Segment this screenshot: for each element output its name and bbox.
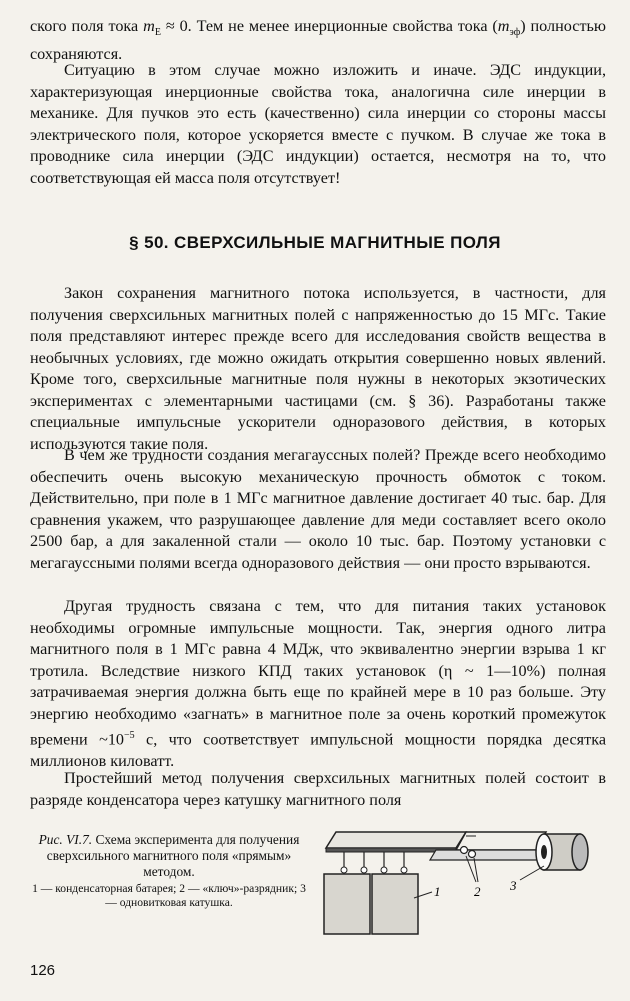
busbar-top-plate bbox=[326, 832, 466, 848]
busbar-to-coil bbox=[456, 832, 546, 850]
capacitor-box-1 bbox=[324, 874, 370, 934]
busbar-lower bbox=[430, 850, 551, 860]
capacitor-terminals bbox=[341, 867, 407, 873]
spark-gap-2 bbox=[469, 851, 476, 858]
label-1: 1 bbox=[434, 884, 441, 899]
capacitor-leads bbox=[344, 852, 404, 868]
figure-caption bbox=[28, 832, 310, 910]
label-2: 2 bbox=[474, 884, 481, 899]
leader-line-3 bbox=[520, 866, 544, 880]
figure-label: Рис. VI.7. bbox=[38, 832, 93, 847]
section-title: § 50. СВЕРХСИЛЬНЫЕ МАГНИТНЫЕ ПОЛЯ bbox=[129, 233, 501, 252]
figure-caption-text: Схема эксперимента для получения сверхсильного магнитного поля «прямым» методом. bbox=[46, 832, 300, 879]
figure-legend: 1 — конденсаторная батарея; 2 — «ключ»-разрядник; 3 — одновитковая катушка. bbox=[32, 882, 306, 909]
label-3: 3 bbox=[510, 878, 517, 893]
paragraph-flux-conservation: Закон сохранения магнитного потока используется, в частности, для получения сверхсильных магнитных полей с напряженностью до 15 МГс. Такие поля представляют интерес прежде всего для исследования свойств вещества в необычных условиях, где можно ожидать открытия совершенно новых явлений. Кроме того, сверхсильные магнитные поля нужны в некоторых экзотических экспериментах с элементарными частицами (см. § 36). Разработаны также специальные импульсные ускорители одноразового действия, в которых используются такие поля. bbox=[30, 284, 606, 453]
paragraph-continued: ского поля тока $m_E \approx 0$. Тем не менее инерционные свойства тока $(m_{эф})$ полностью сохраняются. bbox=[30, 17, 607, 63]
spark-gap-1 bbox=[461, 847, 468, 854]
experiment-diagram bbox=[316, 820, 606, 940]
coil-bore bbox=[541, 845, 547, 859]
coil-back bbox=[572, 834, 588, 870]
paragraph-power: Другая трудность связана с тем, что для питания таких установок необходимы огромные импульсные мощности. Так, энергия одного литра магнитного поля в 1 МГс равна 4 МДж, что эквивалентно энергии взрыва 1 кг тротила. Вследствие низкого КПД таких установок (η ~ 1—10%) полная затрачиваемая энергия должна быть еще по крайней мере в 10 раз больше. Эту энергию необходимо «загнать» в магнитное поле за очень короткий промежуток времени $\sim 10^{-5}$ с, что соответствует импульсной мощности порядка десятка миллионов киловатт. bbox=[30, 597, 606, 770]
paragraph-inertia: Ситуацию в этом случае можно изложить и иначе. ЭДС индукции, характеризующая инерционные свойства тока, аналогична силе инерции в механике. Для пучков это есть (качественно) сила инерции со стороны массы электрического поля, которое ускоряется вместе с пучком. В случае же тока в проводнике сила инерции (ЭДС индукции) остается, несмотря на то, что соответствующая ей масса поля отсутствует! bbox=[30, 61, 606, 187]
capacitor-box-2 bbox=[372, 874, 418, 934]
paragraph-simplest-method: Простейший метод получения сверхсильных магнитных полей состоит в разряде конденсатора через катушку магнитного поля bbox=[30, 769, 606, 809]
page-number: 126 bbox=[30, 962, 56, 979]
paragraph-difficulties: В чем же трудности создания мегагауссных полей? Прежде всего необходимо обеспечить очень высокую механическую прочность обмоток с током. Действительно, при поле в 1 МГс магнитное давление достигает 40 тыс. бар. Для сравнения укажем, что разрушающее давление для меди составляет всего около 2500 бар, а для закаленной стали — около 10 тыс. бар. Поэтому установки с мегагауссными полями всегда одноразового действия — они просто взрываются. bbox=[30, 446, 606, 572]
